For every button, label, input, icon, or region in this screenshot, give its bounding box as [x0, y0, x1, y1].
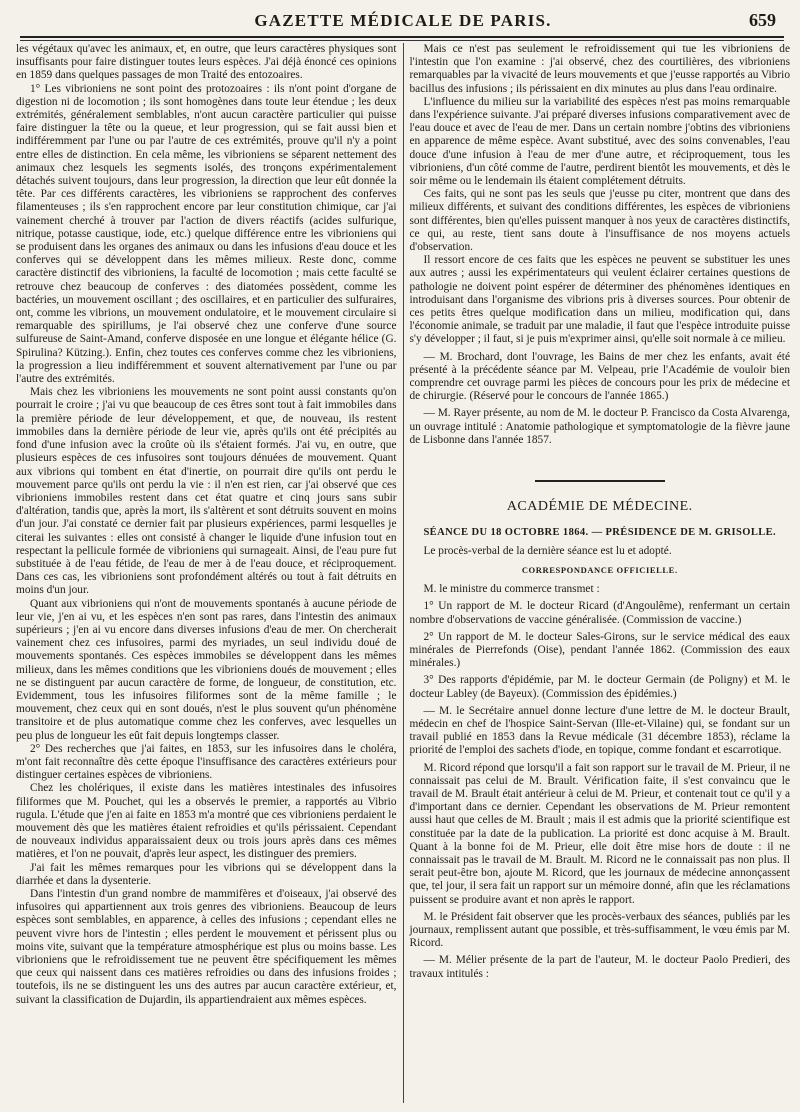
- header-rule: [20, 36, 784, 38]
- section-heading: ACADÉMIE DE MÉDECINE.: [506, 499, 693, 515]
- paragraph: J'ai fait les mêmes remarques pour les vibrions qui se développent dans la diarrhée et dans la dysenterie.: [16, 861, 397, 887]
- paragraph: Ces faits, qui ne sont pas les seuls que j'eusse pu citer, montrent que dans des milieux différents, et suivant des conditions différentes, les espèces de vibrioniens sont différentes, bien qu'elles puissent manquer à nos yeux de caractères distinctifs, ce qui, au reste, tient sans doute à l'insuffisance de nos moyens actuels d'observation.: [409, 188, 790, 254]
- paragraph: Mais ce n'est pas seulement le refroidissement qui tue les vibrioniens de l'intestin que l'on examine : j'ai observé, chez des courtilières, des vibrioniens remarquables par la vivacité de leurs mouvements et que j'eusse rapportés au Vibrio bacillus des infusions ; ils périssaient en dix minutes au plus dans l'eau ordinaire.: [409, 43, 790, 95]
- paragraph: Quant aux vibrioniens qui n'ont de mouvements spontanés à aucune période de leur vie, j'en ai vu, et les espèces n'en sont pas rares, dans l'intestin des animaux supérieurs ; j'en ai vu encore dans diverses infusions d'eau de mer. On chercherait vainement chez ces infusoires, parmi des myriades, un seul individu doué de mouvements spontanés. Ces espèces immobiles se développent dans les mêmes milieux, dans les mêmes conditions que les vibrioniens doués de mouvement ; elles ne se distinguent par aucun caractère de forme, de longueur, de constitution, etc. Evidemment, tous les infusoires filiformes sont de la même famille ; le mouvement, chez ceux qui en sont doués, n'est le plus souvent qu'un phénomène transitoire et de plus automatique comme chez les conferves, avec lesquelles un peu plus de longueur les eût fait depuis longtemps classer.: [16, 597, 397, 742]
- paragraph: 2° Des recherches que j'ai faites, en 1853, sur les infusoires dans le choléra, m'ont fait reconnaître dès cette époque l'insuffisance des caractères extérieurs pour distinguer certaines espèces de vibrioniens.: [16, 742, 397, 782]
- article-columns: [16, 43, 790, 1103]
- paragraph: — M. Brochard, dont l'ouvrage, les Bains de mer chez les enfants, avait été présenté à la précédente séance par M. Velpeau, prie l'Académie de vouloir bien comprendre cet ouvrage parmi les pièces de concours pour les prix de médecine et de chirurgie. (Réservé pour le concours de l'année 1865.): [409, 350, 790, 403]
- paragraph: Mais chez les vibrioniens les mouvements ne sont point aussi constants qu'on pourrait le croire ; j'ai vu que beaucoup de ces êtres sont tout à fait immobiles dans la première période de leur développement, et que, de nouveau, ils restent immobiles dans la dernière période de leur vie, après qu'ils ont été précipités au fond d'une infusion avec la croûte où ils s'étaient formés. J'ai vu, en outre, que plusieurs espèces de ces infusoires sont toujours dénuées de mouvement. Quant aux vibrions qui tombent en état d'inertie, on pourrait dire qu'ils ont perdu le mouvement parce qu'ils ont perdu la vie : il n'en est rien, car j'ai observé que ces vibrioniens immobiles restent dans cet état quatre et cinq jours sans subir d'altération, tandis que, après la mort, ils s'altèrent et sont détruits souvent en moins d'un jour. J'ai constaté ce dernier fait par plusieurs expériences, parmi lesquelles je citerai les suivantes : elles ont consisté à changer le liquide d'une infusion tout en respectant la pellicule formée de vibrioniens qui surnageait. Ainsi, de l'eau pure fut substituée à de l'eau fétide, de l'eau de mer à de l'eau douce, et réciproquement. Dans ces cas, les vibrioniens sont profondément altérés ou tout à fait détruits en moins d'un jour.: [16, 386, 397, 597]
- paragraph: Le procès-verbal de la dernière séance est lu et adopté.: [423, 544, 672, 557]
- page-number: 659: [749, 10, 776, 30]
- subsection-heading: CORRESPONDANCE OFFICIELLE.: [521, 564, 678, 575]
- paragraph: — M. Mélier présente de la part de l'auteur, M. le docteur Paolo Predieri, des travaux intitulés :: [409, 954, 790, 980]
- paragraph: Chez les cholériques, il existe dans les matières intestinales des infusoires filiformes que M. Pouchet, qui les a observés le premier, a rapportés au Vibrio rugula. L'étude que j'en ai faite en 1853 m'a montré que ces vibrioniens perdaient le mouvement dès que les matières étaient refroidies et qu'ils périssaient. Cependant de nouveaux individus apparaissaient deux ou trois jours après dans ces mêmes matières, et l'on ne pouvait, d'après leur aspect, les distinguer des premiers.: [16, 782, 397, 861]
- page-header: [16, 8, 790, 34]
- section-separator: [410, 473, 791, 486]
- paragraph: 2° Un rapport de M. le docteur Sales-Girons, sur le service médical des eaux minérales de Pierrefonds (Oise), pendant l'année 1862. (Commission des eaux minérales.): [409, 630, 790, 670]
- paragraph: les végétaux qu'avec les animaux, et, en outre, que leurs caractères physiques sont insuffisants pour faire distinguer toutes leurs espèces. J'ai déjà énoncé ces opinions en 1859 dans quelques passages de mon Traité des entozoaires.: [16, 43, 397, 82]
- left-column: [16, 43, 403, 1103]
- paragraph: Dans l'intestin d'un grand nombre de mammifères et d'oiseaux, j'ai observé des infusoires qui appartiennent aux trois genres des vibrioniens. Beaucoup de leurs espèces sont semblables, en apparence, à celles des infusions ; cependant elles ne peuvent vivre hors de l'intestin ; elles perdent le mouvement et périssent plus ou moins vite, suivant que la température atmosphérique est plus ou moins basse. Les vibrioniens que le refroidissement tue ne peuvent être spécifiquement les mêmes que ceux qui naissent dans ces matières refroidies ou dans des infusions froides ; toutefois, ils ne se distinguent les uns des autres par aucun caractère extérieur, et, suivant la classification de Dujardin, ils appartiendraient aux mêmes espèces.: [16, 888, 397, 1006]
- session-heading: SÉANCE DU 18 OCTOBRE 1864. — PRÉSIDENCE DE M. GRISOLLE.: [423, 526, 777, 538]
- paragraph: 1° Un rapport de M. le docteur Ricard (d'Angoulême), renfermant un certain nombre d'observations de vaccine généralisée. (Commission de vaccine.): [409, 600, 790, 626]
- paragraph: L'influence du milieu sur la variabilité des espèces n'est pas moins remarquable dans l'expérience suivante. J'ai préparé diverses infusions comparativement avec de l'eau douce et avec de l'eau de mer. Dans un certain nombre j'obtins des vibrioniens en apparence de même espèce. Avant substitué, avec des soins convenables, l'eau douce d'une infusion à l'eau de mer d'une autre, et réciproquement, tous les vibrioniens, d'un côté comme de l'autre, perdirent bientôt les mouvements, et dès le soir même ou le lendemain ils étaient complétement détruits.: [409, 95, 790, 188]
- paragraph: — M. le Secrétaire annuel donne lecture d'une lettre de M. le docteur Brault, médecin en chef de l'hospice Saint-Servan (Ille-et-Vilaine) qui, se fondant sur un travail publié en 1853 dans la Revue médicale (31 décembre 1853), réclame la priorité de l'emploi des sachets d'iode, en topique, comme fondant et escarrotique.: [409, 704, 790, 757]
- paragraph: M. le Président fait observer que les procès-verbaux des séances, publiés par les journaux, remplissent autant que possible, et très-suffisamment, le vœu émis par M. Ricord.: [409, 910, 790, 950]
- header-rule-thin: [20, 40, 784, 41]
- journal-title: GAZETTE MÉDICALE DE PARIS.: [254, 11, 552, 30]
- paragraph: M. Ricord répond que lorsqu'il a fait son rapport sur le travail de M. Prieur, il ne connaissait pas celui de M. Brault. Vérification faite, il s'est convaincu que le travail de M. Brault était antérieur à celui de M. Prieur, et contenait tout ce qu'il y a d'important dans ce dernier. Cependant les observations de M. Prieur remontent aussi haut que celles de M. Brault ; mais il est admis que la priorité scientifique est constituée par la date de la publication. La priorité est donc acquise à M. Brault. Quant à la bonne foi de M. Prieur, elle doit être mise hors de doute : il ne connaissait pas le travail de M. Brault. M. Ricord ne le connaissait pas non plus. Il serait peut-être bon, ajoute M. Ricord, que les journaux de médecine annonçassent que, tel jour, il sera fait un rapport sur un mémoire donné, afin que les réclamations puissent se produire avant et non après le rapport.: [409, 761, 790, 906]
- paragraph: — M. Rayer présente, au nom de M. le docteur P. Francisco da Costa Alvarenga, un ouvrage intitulé : Anatomie pathologique et symptomatologie de la fièvre jaune de Lisbonne dans l'année 1857.: [409, 407, 790, 446]
- paragraph: Il ressort encore de ces faits que les espèces ne peuvent se substituer les unes aux autres ; aussi les expérimentateurs qui veulent éclairer certaines questions de pathologie ne doivent point espérer de déterminer des phénomènes identiques en introduisant dans l'organisme des vibrions pris à diverses sources. Pour obtenir de ces petits êtres quelque modification dans un milieu, modification qui, dans l'économie animale, se traduit par une maladie, il faut que l'espèce introduite puisse s'y développer ; il faut, si je puis m'exprimer ainsi, qu'elle soit normale à ce milieu.: [409, 254, 790, 346]
- paragraph: M. le ministre du commerce transmet :: [423, 583, 600, 596]
- paragraph: 3° Des rapports d'épidémie, par M. le docteur Germain (de Poligny) et M. le docteur Labley (de Bayeux). (Commission des épidémies.): [409, 674, 790, 700]
- right-column: [403, 43, 791, 1103]
- paragraph: 1° Les vibrioniens ne sont point des protozoaires : ils n'ont point d'organe de digestion ni de locomotion ; ils sont homogènes dans toute leur étendue ; les deux extrémités, généralement semblables, n'ont aucun caractère particulier qui puisse faire distinguer la tête ou la queue, et leur progression, qui se fait aussi bien et indifféremment par l'une ou par l'autre de ces extrémités, prouve qu'il n'y a point entre elles de distinction. En cela même, les vibrioniens se séparent nettement des animaux chez lesquels les segments isolés, des tronçons expérimentalement détachés suivent toujours, dans leur progression, la direction que leur eût donnée la tête. Par ces différents caractères, les vibrioniens se rapprochent des conferves filamenteuses ; ils s'en rapprochent encore par leur constitution chimique, car j'ai vainement cherché à trouver par l'action de divers réactifs (acides sulfurique, nitrique, potasse caustique, iode, etc.) quelque différence entre les vibrioniens qui se produisent dans les organes des animaux ou dans les infusions d'eau douce et les conferves qui se développent dans les mêmes milieux. Reste donc, comme caractère distinctif des vibrioniens, la faculté de locomotion ; mais cette faculté se retrouve chez beaucoup de conferves : des diatomées possèdent, comme les bactéries, un mouvement oscillant ; des oscillaires, et en particulier des sulfuraires, ont, comme les vibrions, un mouvement ondulatoire, et le mouvement circulaire si remarquable des spirillums, je l'ai observé chez une conferve d'une source sulfureuse de Saint-Amand, conferve disposée en une longue et élégante hélice (G. Spirulina? Kützing.). Enfin, chez toutes ces conferves comme chez les vibrioniens, la progression a lieu indifféremment et souvent alternativement par l'une ou par l'autre des extrémités.: [16, 82, 397, 386]
